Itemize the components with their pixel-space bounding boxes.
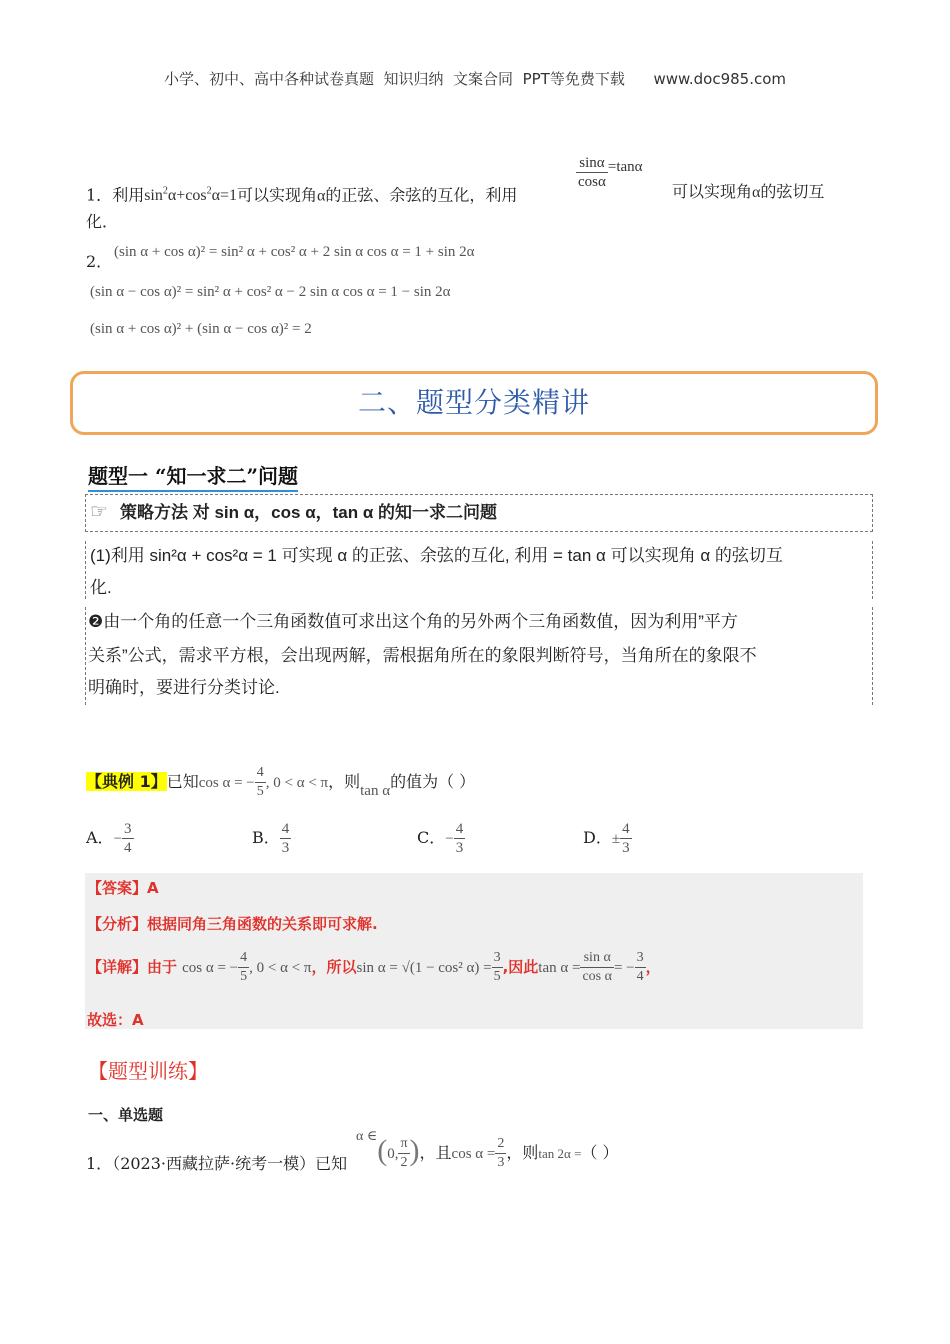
page-header: 小学、初中、高中各种试卷真题 知识归纳 文案合同 PPT等免费下载 www.doc985.com [163, 70, 787, 88]
basic-item-1-tail: 可以实现角α的弦切互 [672, 182, 825, 201]
formula-diff-square: (sin α − cos α)² = sin² α + cos² α − 2 sin α cos α = 1 − sin 2α [90, 284, 451, 300]
formula-sum-square: (sin α + cos α)² = sin² α + cos² α + 2 sin α cos α = 1 + sin 2α [114, 244, 475, 260]
example-1-stem: 【典例 1】已知cos α = − $\frac{4}{5}$ , 0 < α < π，则tan α的值为（ ） [86, 765, 476, 799]
training-heading: 【题型训练】 [88, 1059, 208, 1083]
item-number: 1． [86, 185, 113, 205]
text: 利用 [112, 185, 145, 205]
answer-line: 【答案】A [87, 879, 159, 897]
strategy-p2-line1: ❷由一个角的任意一个三角函数值可求出这个角的另外两个三角函数值，因为利用”平方 [88, 612, 738, 631]
formula-sum-of-squares: (sin α + cos α)² + (sin α − cos α)² = 2 [90, 321, 312, 337]
analysis-line: 【分析】根据同角三角函数的关系即可求解. [87, 915, 378, 933]
type-heading: 题型一 “知一求二”问题 [88, 460, 298, 492]
formula-tan-quotient: $\frac{\sin\alpha}{\cos\alpha}$ =tanα [578, 155, 643, 190]
strategy-p2-line2: 关系”公式，需求平方根，会出现两解，需根据角所在的象限判断符号，当角所在的象限不 [88, 646, 757, 665]
section-title-box [70, 371, 878, 435]
example-label: 【典例 1】 [86, 772, 167, 791]
basic-item-1 [86, 180, 517, 208]
alpha-symbol: α [317, 187, 326, 205]
answer-box [85, 873, 863, 1029]
detail-line: 【详解】由于 cos α = − $\frac{4}{5}$ , 0 < α < π，所以sin α = √(1 − cos² α) = $\frac{3}{5}$ ,因此tan α = $\frac{\text{sin α}}{\text{cos α}}$ = − $\frac{3}{4}$ ， [87, 950, 661, 984]
strategy-title-box [85, 494, 873, 532]
hand-pointer-icon: ☞ [90, 499, 108, 523]
circled-two-icon: ❷ [88, 612, 104, 631]
strategy-point-2 [85, 607, 873, 705]
option-a[interactable]: A．− $\frac{3}{4}$ [86, 821, 132, 856]
strategy-title: 策略方法 对 sin α，cos α，tan α 的知一求二问题 [120, 503, 498, 522]
strategy-point-1 [85, 541, 873, 599]
option-b[interactable]: B． $\frac{4}{3}$ [252, 821, 290, 856]
text: 的正弦、余弦的互化，利用 [325, 185, 518, 205]
text: 可以实现角 [237, 185, 318, 205]
single-choice-heading: 一、单选题 [88, 1106, 164, 1124]
option-c[interactable]: C．− $\frac{4}{3}$ [417, 821, 464, 856]
question-1-math: α ∈(0, $\frac{\pi}{2}$ )，且cos α = $\frac{2}{3}$ ，则tan 2α =（ ） [356, 1129, 619, 1170]
formula-pythagorean: $\sin^2\alpha+\cos^2\alpha=1$ [144, 186, 238, 205]
choose-line: 故选：A [87, 1011, 144, 1029]
strategy-p1-line1: (1)利用 sin²α + cos²α = 1 可实现 α 的正弦、余弦的互化, 利用 = tan α 可以实现角 α 的弦切互 [90, 546, 783, 565]
strategy-p2-line3: 明确时，要进行分类讨论. [88, 678, 280, 697]
strategy-p1-line2: 化. [90, 578, 112, 597]
option-d[interactable]: D．± $\frac{4}{3}$ [583, 821, 630, 856]
basic-item-1-wrap: 化． [86, 212, 119, 231]
question-1: 1．（2023·西藏拉萨·统考一模）已知 [86, 1154, 348, 1173]
item-number: 2． [86, 252, 113, 271]
section-title: 二、题型分类精讲 [357, 386, 590, 419]
